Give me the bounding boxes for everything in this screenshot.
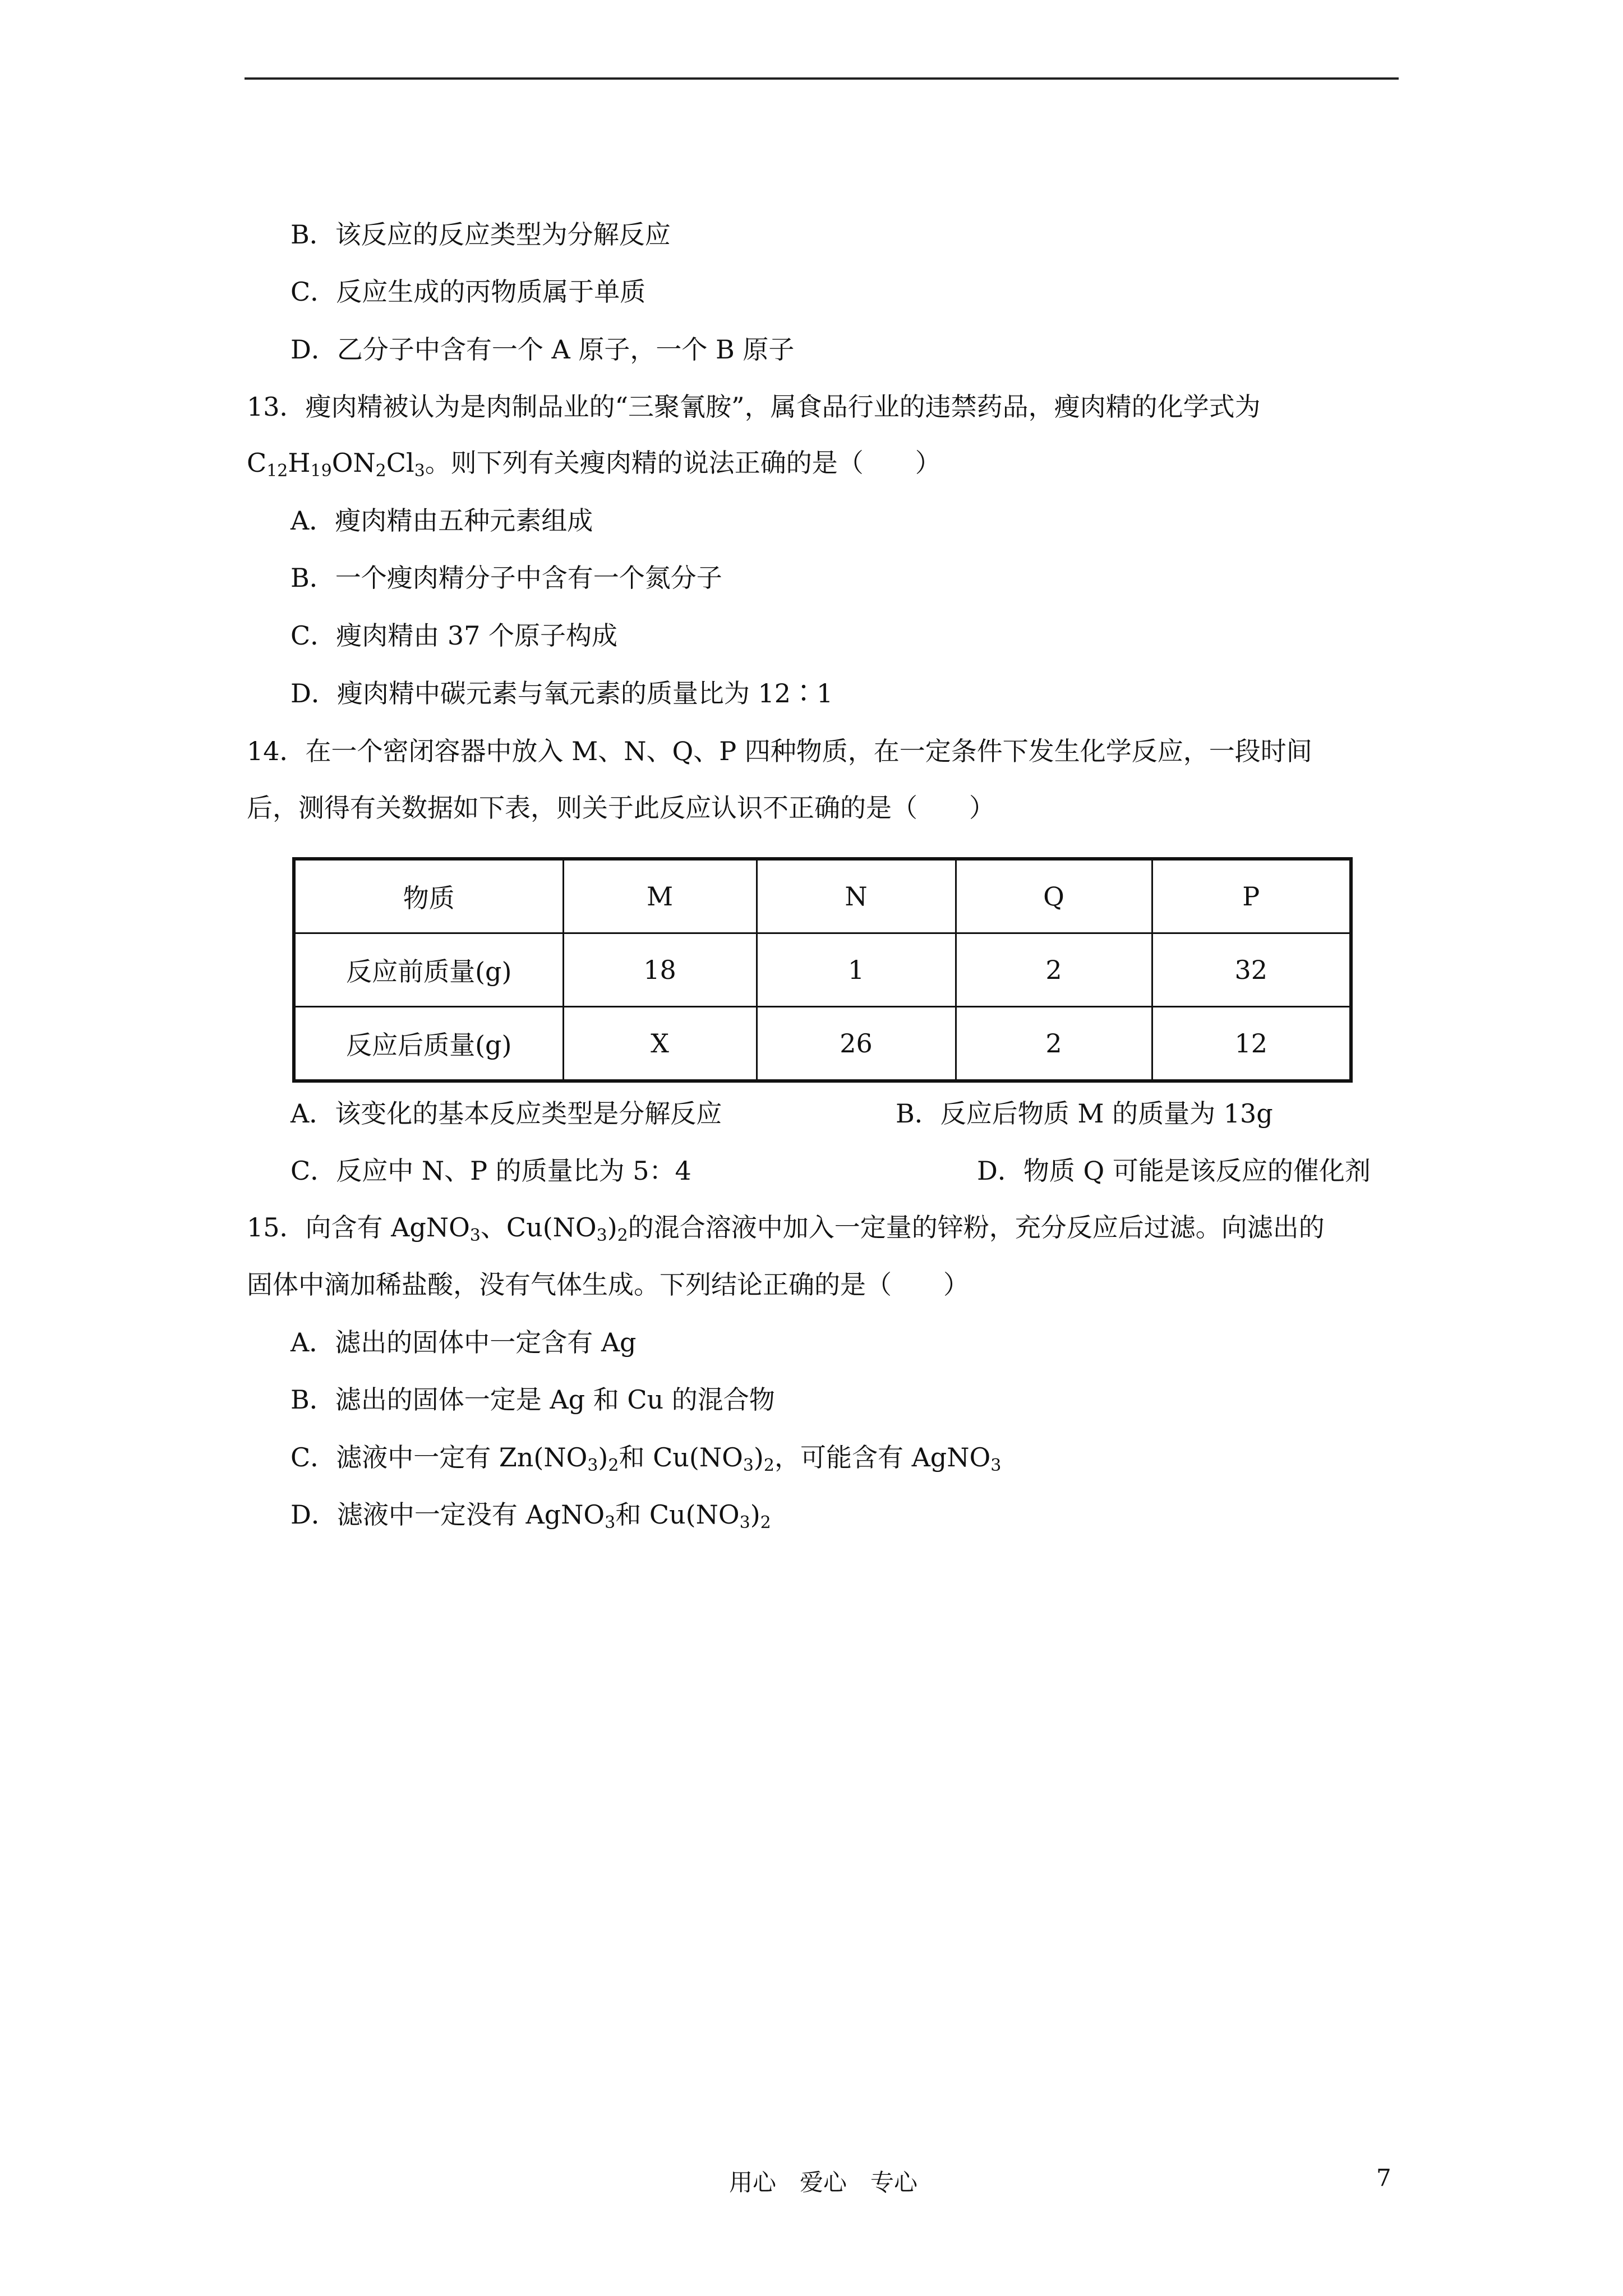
- q12-option-c: C．反应生成的丙物质属于单质: [291, 277, 646, 307]
- q13-stem-line2: $C_{12}H_{19}ON_2Cl_3$。则下列有关瘦肉精的说法正确的是（ ）: [247, 448, 941, 481]
- table-cell: 2: [956, 933, 1152, 1007]
- q15-option-b: B．滤出的固体一定是 Ag 和 Cu 的混合物: [291, 1384, 775, 1415]
- q15-option-c: C．滤液中一定有 $Zn(NO_3)_2$和 $Cu(NO_3)_2$，可能含有 AgNO$_3$: [291, 1442, 1002, 1475]
- q13-option-a: A．瘦肉精由五种元素组成: [291, 505, 593, 536]
- page-number: 7: [1376, 2164, 1391, 2192]
- q15-stem-line2: 固体中滴加稀盐酸，没有气体生成。下列结论正确的是（ ）: [247, 1269, 969, 1300]
- table-cell: 12: [1152, 1007, 1351, 1082]
- header-rule: [245, 77, 1399, 80]
- q14-option-a: A．该变化的基本反应类型是分解反应: [291, 1098, 722, 1129]
- table-header-row: [294, 859, 1351, 933]
- q13-option-d: D．瘦肉精中碳元素与氧元素的质量比为 12∶1: [291, 678, 833, 708]
- table-header-cell: M: [563, 859, 757, 933]
- q14-option-b: B．反应后物质 M 的质量为 13g: [896, 1098, 1273, 1129]
- table-cell: 反应前质量(g): [294, 933, 563, 1007]
- q14-stem-line2: 后，测得有关数据如下表，则关于此反应认识不正确的是（ ）: [247, 793, 995, 823]
- q13-option-c: C．瘦肉精由 37 个原子构成: [291, 620, 617, 651]
- table-row: [294, 933, 1351, 1007]
- q14-data-table: [292, 857, 1353, 1083]
- table-cell: X: [563, 1007, 757, 1082]
- q12-option-d: D．乙分子中含有一个 A 原子，一个 B 原子: [291, 334, 795, 365]
- table-header-cell: P: [1152, 859, 1351, 933]
- table-cell: 18: [563, 933, 757, 1007]
- table-cell: 32: [1152, 933, 1351, 1007]
- table-header-cell: Q: [956, 859, 1152, 933]
- table-cell: 1: [757, 933, 956, 1007]
- table-cell: 反应后质量(g): [294, 1007, 563, 1082]
- q12-option-b: B．该反应的反应类型为分解反应: [291, 219, 671, 250]
- footer-motto: 用心 爱心 专心: [729, 2169, 918, 2196]
- q15-option-d: D．滤液中一定没有 AgNO$_3$和 $Cu(NO_3)_2$: [291, 1499, 771, 1533]
- table-row: [294, 1007, 1351, 1082]
- q13-option-b: B．一个瘦肉精分子中含有一个氮分子: [291, 563, 722, 593]
- q14-stem-line1: 14．在一个密闭容器中放入 M、N、Q、P 四种物质，在一定条件下发生化学反应，一段时间: [247, 736, 1312, 766]
- q15-stem-line1: 15．向含有 AgNO$_3$、$Cu(NO_3)_2$的混合溶液中加入一定量的锌粉，充分反应后过滤。向滤出的: [247, 1212, 1325, 1245]
- table-cell: 2: [956, 1007, 1152, 1082]
- table-header-cell: 物质: [294, 859, 563, 933]
- q14-option-d: D．物质 Q 可能是该反应的催化剂: [977, 1156, 1371, 1186]
- table-header-cell: N: [757, 859, 956, 933]
- q13-stem-line1: 13．瘦肉精被认为是肉制品业的“三聚氰胺”，属食品行业的违禁药品，瘦肉精的化学式为: [247, 392, 1261, 422]
- q14-option-c: C．反应中 N、P 的质量比为 5：4: [291, 1156, 691, 1186]
- q15-option-a: A．滤出的固体中一定含有 Ag: [291, 1327, 637, 1358]
- table-cell: 26: [757, 1007, 956, 1082]
